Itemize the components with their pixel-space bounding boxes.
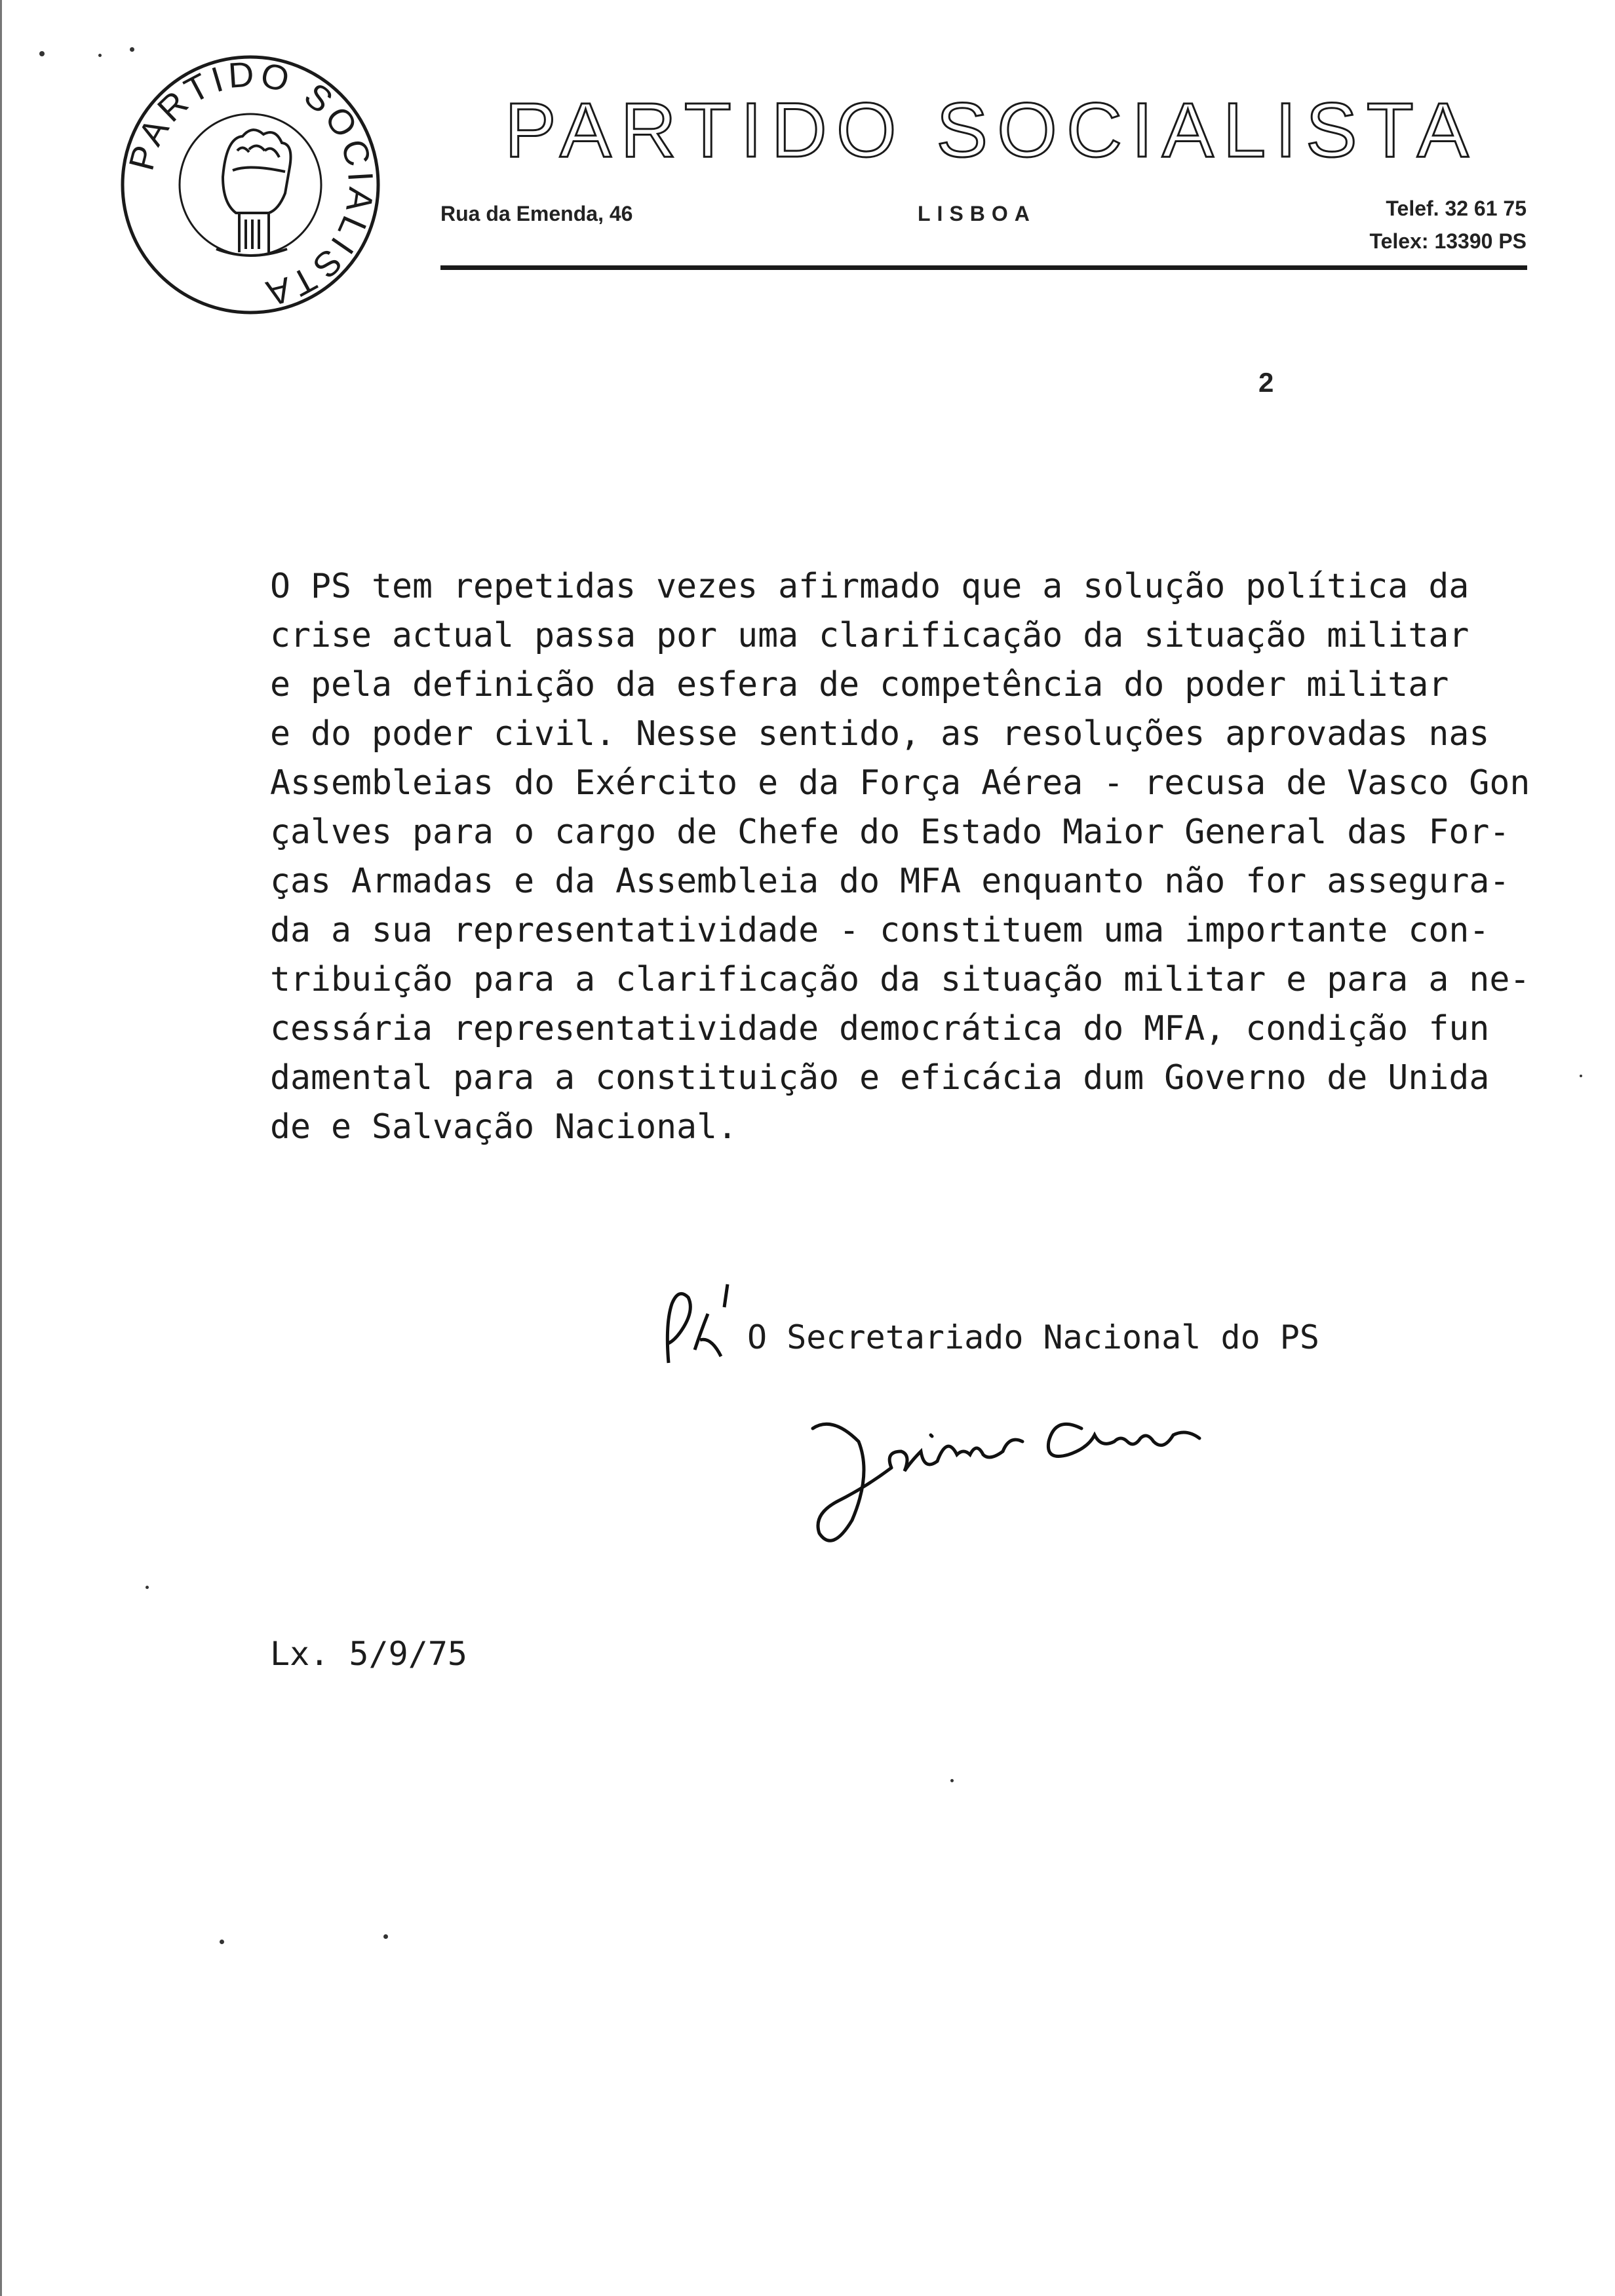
body-line: ças Armadas e da Assembleia do MFA enquanto não for assegura-: [270, 862, 1510, 901]
body-line: cessária representatividade democrática do MFA, condição fun: [270, 1009, 1490, 1048]
body-line: damental para a constituição e eficácia dum Governo de Unida: [270, 1058, 1490, 1098]
scan-speck: [146, 1586, 149, 1589]
address-street: Rua da Emenda, 46: [440, 202, 633, 225]
address-phone: Telef. 32 61 75: [1386, 197, 1527, 220]
scan-speck: [39, 51, 45, 56]
body-line: crise actual passa por uma clarificação da situação militar: [270, 616, 1469, 655]
party-name-heading: PARTIDO SOCIALISTA: [505, 87, 1478, 174]
handwritten-signature: [806, 1389, 1226, 1553]
page-edge: [0, 0, 2, 2296]
scan-speck: [220, 1940, 224, 1944]
scan-speck: [130, 47, 134, 52]
body-line: da a sua representatividade - constituem uma importante con-: [270, 911, 1490, 950]
scan-speck: [98, 54, 102, 57]
body-line: e pela definição da esfera de competência do poder militar: [270, 665, 1449, 704]
letter-date: Lx. 5/9/75: [270, 1635, 468, 1673]
seal-lettering: PARTIDO SOCIALISTA: [121, 54, 381, 315]
page-number: 2: [1258, 367, 1274, 398]
party-seal: [118, 52, 383, 318]
scan-speck: [950, 1779, 954, 1782]
letterhead-divider: [440, 265, 1527, 270]
address-telex: Telex: 13390 PS: [1369, 229, 1527, 253]
party-seal-graphic: [118, 52, 383, 318]
body-line: de e Salvação Nacional.: [270, 1107, 738, 1147]
body-line: O PS tem repetidas vezes afirmado que a solução política da: [270, 567, 1469, 606]
letter-body: [270, 562, 1530, 1152]
handwritten-initials: [649, 1278, 747, 1376]
closing-signatory: O Secretariado Nacional do PS: [747, 1318, 1319, 1356]
body-line: Assembleias do Exército e da Força Aérea - recusa de Vasco Gon: [270, 763, 1530, 803]
address-city: LISBOA: [918, 202, 1036, 225]
scan-speck: [383, 1934, 388, 1939]
raised-fist-icon: [216, 130, 291, 256]
body-line: tribuição para a clarificação da situação militar e para a ne-: [270, 960, 1530, 999]
body-line: e do poder civil. Nesse sentido, as resoluções aprovadas nas: [270, 714, 1490, 754]
body-line: çalves para o cargo de Chefe do Estado Maior General das For-: [270, 813, 1510, 852]
scan-speck: [1580, 1075, 1582, 1077]
